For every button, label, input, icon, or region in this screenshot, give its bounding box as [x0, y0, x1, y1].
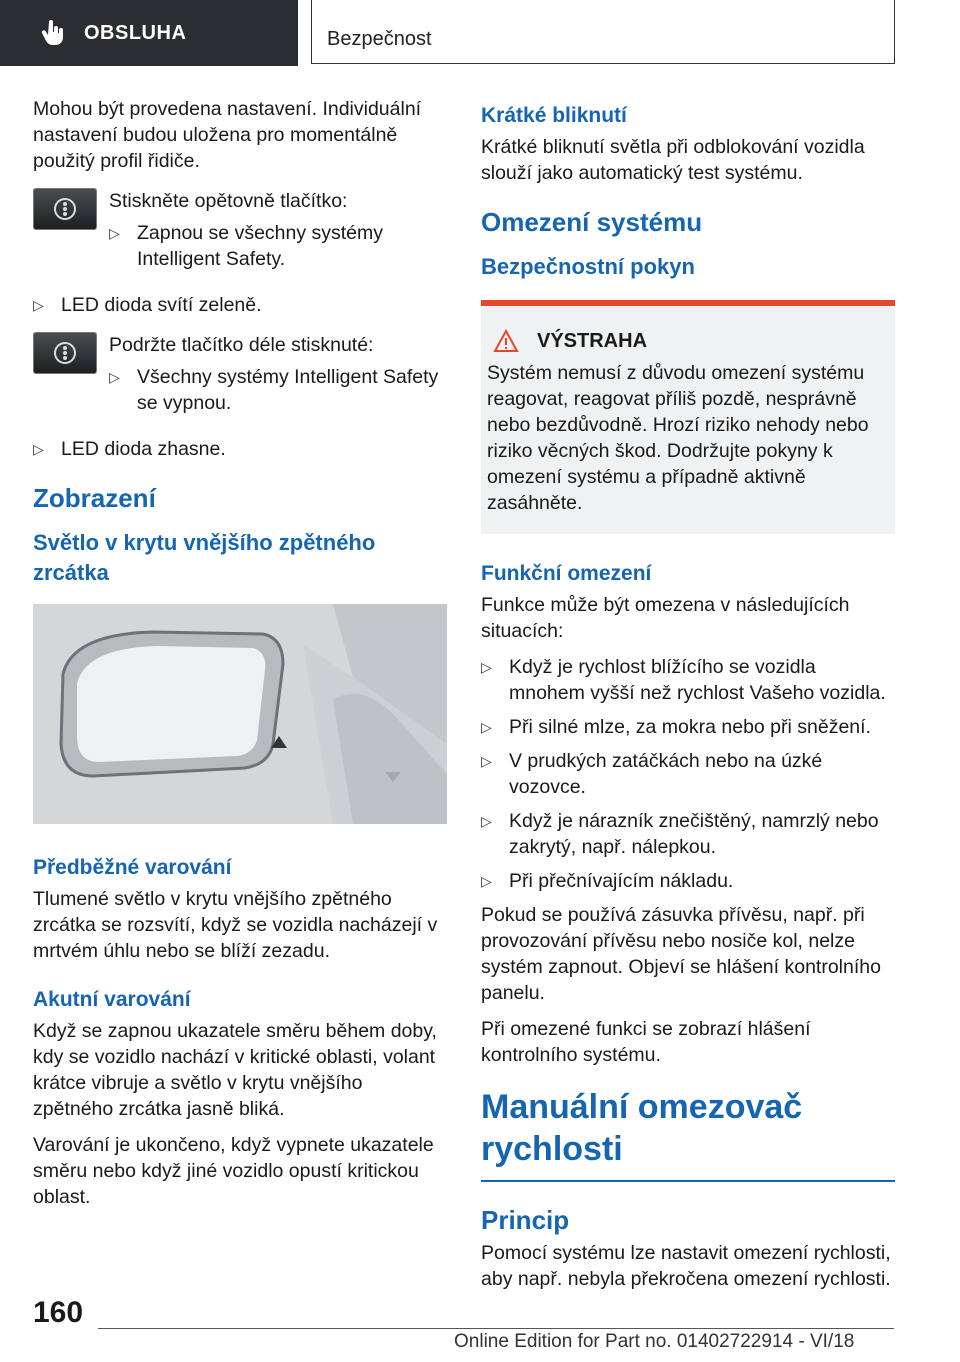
text-kratke: Krátké bliknutí světla při odblokování vozidla slouží jako automatický test systému.: [481, 136, 865, 184]
text-omezene: Při omezené funkci se zobrazí hlášení kontrolního systému.: [481, 1018, 811, 1066]
text-akutni-1: Když se zapnou ukazatele směru během doby, kdy se vozidlo nachází v kritické oblasti, volant krátce vibruje a světlo v krytu vnějšího zpětného zrcátka jasně bliká.: [33, 1020, 437, 1120]
heading-kratke: Krátké bliknutí: [481, 104, 627, 127]
list-item: ▷ Když je rychlost blížícího se vozidla mnohem vyšší než rychlost Vašeho vozidla.: [481, 656, 886, 704]
step-instruction: Podržte tlačítko déle stisknuté:: [109, 334, 374, 356]
intelligent-safety-button-image: [33, 332, 97, 374]
triangle-bullet-icon: ▷: [481, 719, 492, 735]
list-item: ▷ Zapnou se všechny systémy Intelligent Safety.: [109, 222, 384, 270]
right-column: [481, 96, 895, 1302]
triangle-bullet-icon: ▷: [109, 369, 120, 385]
step-press-again: [33, 188, 447, 280]
triangle-bullet-icon: ▷: [481, 659, 492, 675]
triangle-bullet-icon: ▷: [481, 873, 492, 889]
triangle-bullet-icon: ▷: [33, 297, 44, 313]
chapter-label: Bezpečnost: [327, 28, 432, 50]
triangle-bullet-icon: ▷: [33, 441, 44, 457]
list-item: ▷ Všechny systémy Intelligent Safety se vypnou.: [109, 366, 439, 414]
left-column: [33, 96, 447, 1220]
triangle-bullet-icon: ▷: [481, 753, 492, 769]
heading-zobrazeni: Zobrazení: [33, 483, 156, 513]
heading-akutni: Akutní varování: [33, 988, 191, 1011]
mirror-illustration: [33, 604, 447, 824]
intro-text: Mohou být provedena nastavení. Individuální nastavení budou uložena pro momentálně použitý profil řidiče.: [33, 98, 422, 172]
heading-manualni: Manuální omezovač rychlosti: [481, 1088, 803, 1168]
heading-predbezne: Předběžné varování: [33, 856, 232, 879]
triangle-bullet-icon: ▷: [109, 225, 120, 241]
hand-icon: [40, 20, 66, 46]
edition-text: Online Edition for Part no. 01402722914 - VI/18: [454, 1331, 855, 1352]
list-item: ▷ LED dioda zhasne.: [33, 438, 226, 460]
heading-svetlo: Světlo v krytu vnějšího zpětného zrcátka: [33, 530, 376, 585]
text-zasuvka: Pokud se používá zásuvka přívěsu, např. při provozování přívěsu nebo nosiče kol, nelze systém zapnout. Objeví se hlášení kontrolního panelu.: [481, 904, 881, 1004]
heading-princip: Princip: [481, 1205, 570, 1235]
footer-rule: [98, 1328, 894, 1329]
heading-omezeni: Omezení systému: [481, 207, 703, 237]
section-tab: [0, 0, 298, 66]
text-funkcni: Funkce může být omezena v následujících situacích:: [481, 594, 850, 642]
warning-box: [481, 300, 895, 534]
step-hold: [33, 332, 447, 424]
list-item: ▷ Když je nárazník znečištěný, namrzlý nebo zakrytý, např. nálepkou.: [481, 810, 879, 858]
heading-pokyn: Bezpečnostní pokyn: [481, 254, 695, 279]
section-label: OBSLUHA: [84, 21, 187, 44]
list-item: ▷ V prudkých zatáčkách nebo na úzké vozovce.: [481, 750, 823, 798]
page-number: 160: [33, 1296, 84, 1329]
text-princip: Pomocí systému lze nastavit omezení rychlosti, aby např. nebyla překročena omezení rychlosti.: [481, 1242, 891, 1290]
warning-triangle-icon: [493, 329, 519, 353]
chapter-tab: [311, 0, 895, 64]
list-item: ▷ LED dioda svítí zeleně.: [33, 294, 262, 316]
page-header: [0, 0, 960, 66]
list-item: ▷ Při silné mlze, za mokra nebo při sněžení.: [481, 716, 871, 738]
warning-title: VÝSTRAHA: [487, 328, 889, 354]
text-predbezne: Tlumené světlo v krytu vnějšího zpětného zrcátka se rozsvítí, když se vozidla nacházejí v mrtvém úhlu nebo se blíží zezadu.: [33, 888, 438, 962]
intelligent-safety-button-image: [33, 188, 97, 230]
heading-funkcni: Funkční omezení: [481, 562, 652, 585]
heading-rule: [481, 1180, 895, 1182]
list-item: ▷ Při přečnívajícím nákladu.: [481, 870, 734, 892]
text-akutni-2: Varování je ukončeno, když vypnete ukazatele směru nebo když jiné vozidlo opustí kritickou oblast.: [33, 1134, 434, 1208]
warning-text: Systém nemusí z důvodu omezení systému reagovat, reagovat příliš pozdě, nesprávně nebo bezdůvodně. Hrozí riziko nehody nebo riziko věcných škod. Dodržujte pokyny k omezení systému a případně aktivně zasáhněte.: [487, 362, 869, 514]
triangle-bullet-icon: ▷: [481, 813, 492, 829]
step-instruction: Stiskněte opětovně tlačítko:: [109, 190, 348, 212]
